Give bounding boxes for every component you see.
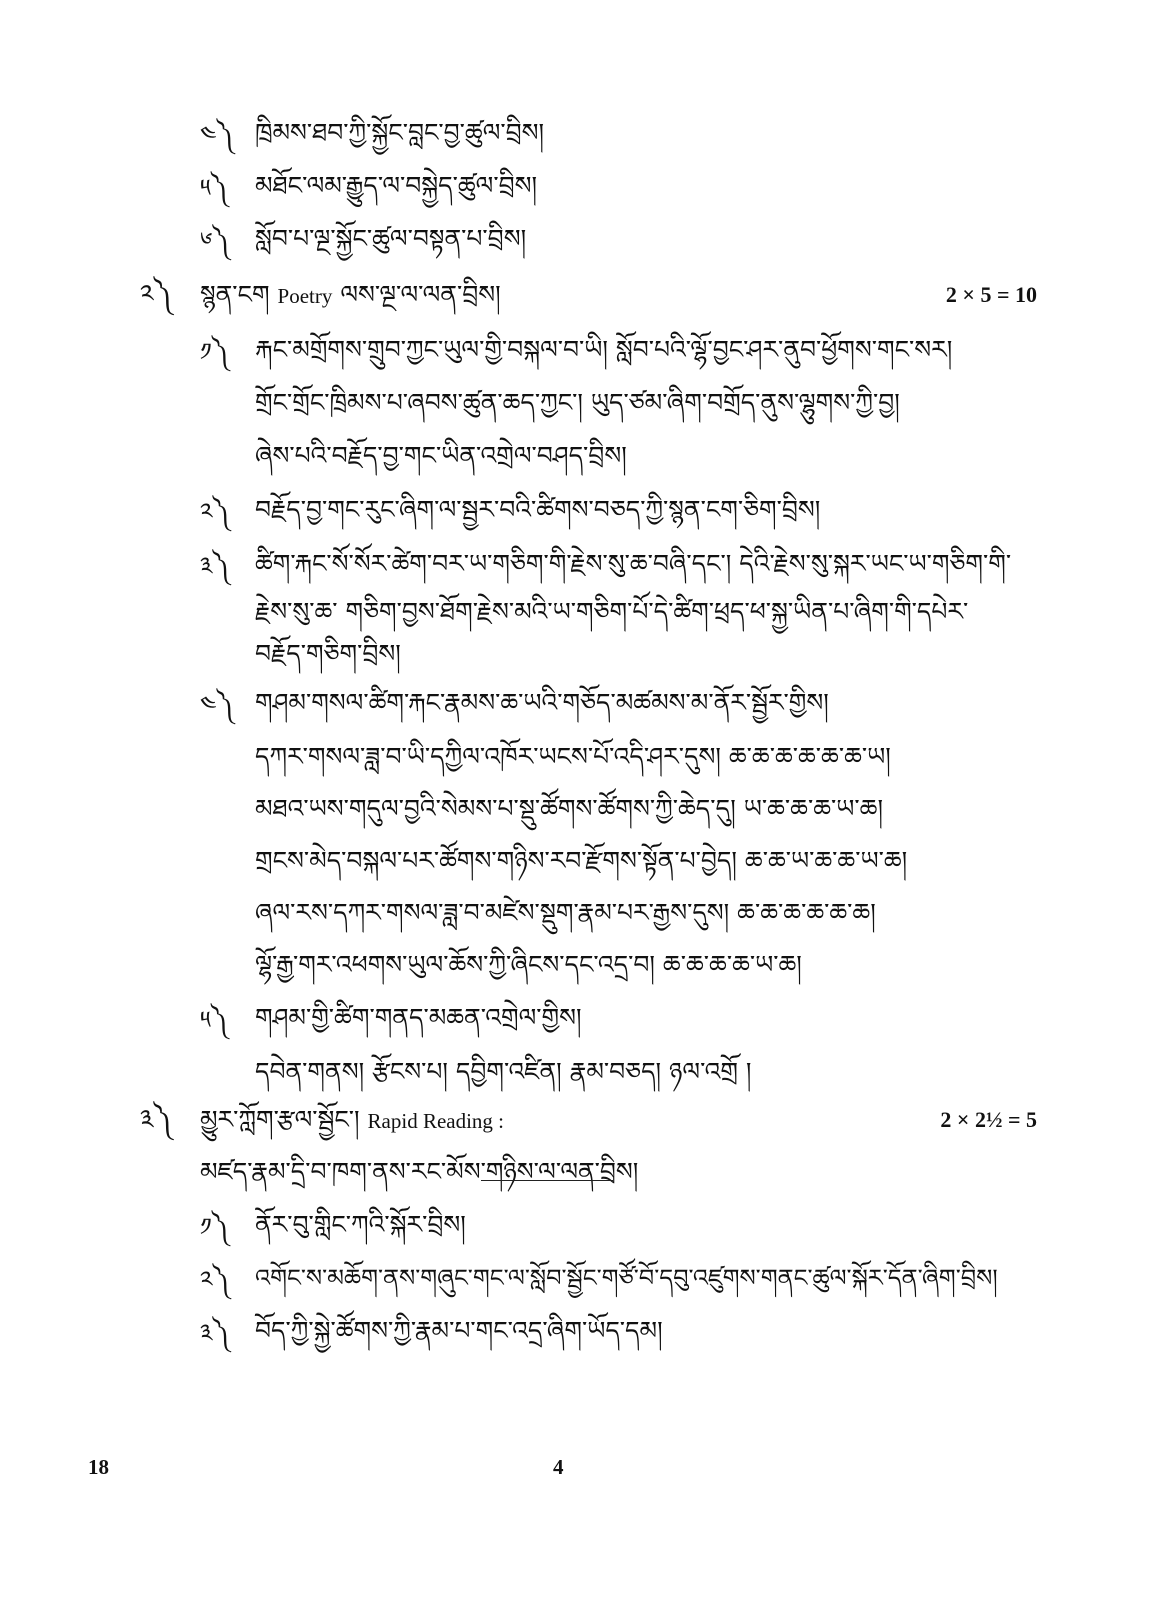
item-number: ༥༽ (200, 1006, 228, 1034)
question-line: ཞེས་པའི་བརྗོད་བྱ་གང་ཡིན་འགྲེལ་བཤད་བྲིས། (255, 441, 627, 470)
question-line: འགོང་ས་མཆོག་ནས་གཞུང་གང་ལ་སློབ་སྦྱོང་གཙོ་བོ་དབུ་འཛུགས་གནང་ཚུལ་སྐོར་དོན་ཞིག་བྲིས། (255, 1264, 998, 1292)
section-marks: 2 × 5 = 10 (945, 282, 1037, 307)
question-line: གྲངས་མེད་བསྐལ་པར་ཚོགས་གཉིས་རབ་རྫོགས་སྟོན་པ་བྱེད། ཆ་ཆ་ཡ་ཆ་ཆ་ཡ་ཆ། (255, 846, 908, 875)
paper-code: 18 (88, 1455, 109, 1479)
item-text: སློབ་པ་ལྔ་སྐྱོང་ཚུལ་བསྟན་པ་བྲིས། (255, 224, 527, 253)
question-line: རྗེས་སུ་ཆ་ གཅིག་བྱས་ཐོག་རྗེས་མའི་ཡ་གཅིག་པོ་དེ་ཚིག་ཕྲད་ཕ་སྐྱ་ཡིན་པ་ཞིག་གི་དཔེར་ (255, 597, 969, 626)
section-title (200, 280, 501, 311)
page-number: 4 (553, 1455, 564, 1479)
question-line: བརྗོད་བྱ་གང་རུང་ཞིག་ལ་སྦྱར་བའི་ཚིགས་བཅད་ཀྱི་སྙན་ངག་ཅིག་བྲིས། (255, 495, 821, 524)
item-number: ༥༽ (200, 174, 228, 202)
section-3-instruction: མཛད་རྣམ་དྲི་བ་ཁག་ནས་རང་མོས་གཉིས་ལ་ལན་བྲིས། (200, 1157, 639, 1186)
question-line: བོད་ཀྱི་སྐྱེ་ཚོགས་ཀྱི་རྣམ་པ་གང་འདྲ་ཞིག་ཡོད་དམ། (255, 1316, 663, 1345)
question-line: གཤམ་གསལ་ཚིག་རྐང་རྣམས་ཆ་ཡའི་གཅོད་མཚམས་མ་ནོར་སྦྱོར་གྱིས། (255, 688, 829, 717)
section-number: ༣༽ (140, 1105, 172, 1135)
item-number: ༤༽ (200, 691, 234, 719)
item-number: ༣༽ (200, 1319, 230, 1347)
question-line: ཚིག་རྐང་སོ་སོར་ཚེག་བར་ཡ་གཅིག་གི་རྗེས་སུ་ཆ་བཞི་དང་། དེའི་རྗེས་སུ་སྐར་ཡང་ཡ་གཅིག་གི་ (255, 549, 1012, 578)
question-line: རྐང་མགྲོགས་གྲུབ་ཀྱང་ཡུལ་གྱི་བསྐལ་བ་ཡི། སློབ་པའི་ལྷོ་བྱང་ཤར་ནུབ་ཕྱོགས་གང་སར། (255, 335, 953, 364)
item-text: ཁྲིམས་ཐབ་ཀྱི་སྐྱོང་བླང་བྱ་ཚུལ་བྲིས། (255, 118, 545, 147)
question-line: ཞལ་རས་དཀར་གསལ་ཟླ་བ་མཛེས་སྡུག་རྣམ་པར་རྒྱས་དུས། ཆ་ཆ་ཆ་ཆ་ཆ་ཆ། (255, 898, 876, 927)
question-line: དཀར་གསལ་ཟླ་བ་ཡི་དཀྱིལ་འཁོར་ཡངས་པོ་འདི་ཤར་དུས། ཆ་ཆ་ཆ་ཆ་ཆ་ཆ་ཡ། (255, 742, 891, 771)
item-number: ༦༽ (200, 227, 230, 255)
question-line: དབེན་གནས། རྩོངས་པ། དབྱིག་འཛིན། རྣམ་བཅད། ཉལ་འགྲོ ། (255, 1057, 752, 1086)
question-line: ནོར་བུ་གླིང་ཀའི་སྐོར་བྲིས། (255, 1210, 466, 1239)
section-marks: 2 × 2½ = 5 (940, 1107, 1037, 1132)
section-title-instruction: ལས་ལྔ་ལ་ལན་བྲིས། (340, 280, 501, 309)
question-line: མཐའ་ཡས་གདུལ་བྱའི་སེམས་པ་སྡུ་ཚོགས་ཚོགས་ཀྱི་ཆེད་དུ། ཡ་ཆ་ཆ་ཆ་ཡ་ཆ། (255, 794, 883, 823)
item-number: ༢༽ (200, 498, 230, 526)
section-title-english: Rapid Reading : (367, 1109, 505, 1133)
question-line: གྲོང་གྲོང་ཁྲིམས་པ་ཞབས་ཚུན་ཆད་ཀྱང་། ཡུད་ཙམ་ཞིག་བགྲོད་ནུས་ལྷུགས་ཀྱི་བྱ། (255, 388, 900, 417)
item-number: ༤༽ (200, 121, 234, 149)
section-title-tibetan: སྙན་ངག (200, 280, 270, 309)
item-number: ༡༽ (200, 1213, 229, 1241)
question-line: ལྷོ་རྒྱ་གར་འཕགས་ཡུལ་ཆོས་ཀྱི་ཞིངས་དང་འདྲ་བ། ཆ་ཆ་ཆ་ཆ་ཡ་ཆ། (255, 950, 802, 979)
item-number: ༣༽ (200, 552, 230, 580)
section-title-english: Poetry (277, 284, 333, 308)
section-title (200, 1105, 504, 1136)
end-rule (481, 1180, 613, 1181)
section-number: ༢༽ (140, 280, 173, 310)
question-line: བརྗོད་གཅིག་བྲིས། (255, 639, 401, 668)
question-line: གཤམ་གྱི་ཚིག་གནད་མཆན་འགྲེལ་གྱིས། (255, 1003, 582, 1032)
item-text: མཐོང་ལམ་རྒྱུད་ལ་བསྐྱེད་ཚུལ་བྲིས། (255, 171, 538, 200)
section-title-tibetan: མྱུར་ཀློག་རྩལ་སྦྱོང་། (200, 1105, 360, 1134)
item-number: ༢༽ (200, 1266, 230, 1294)
item-number: ༡༽ (200, 338, 229, 366)
